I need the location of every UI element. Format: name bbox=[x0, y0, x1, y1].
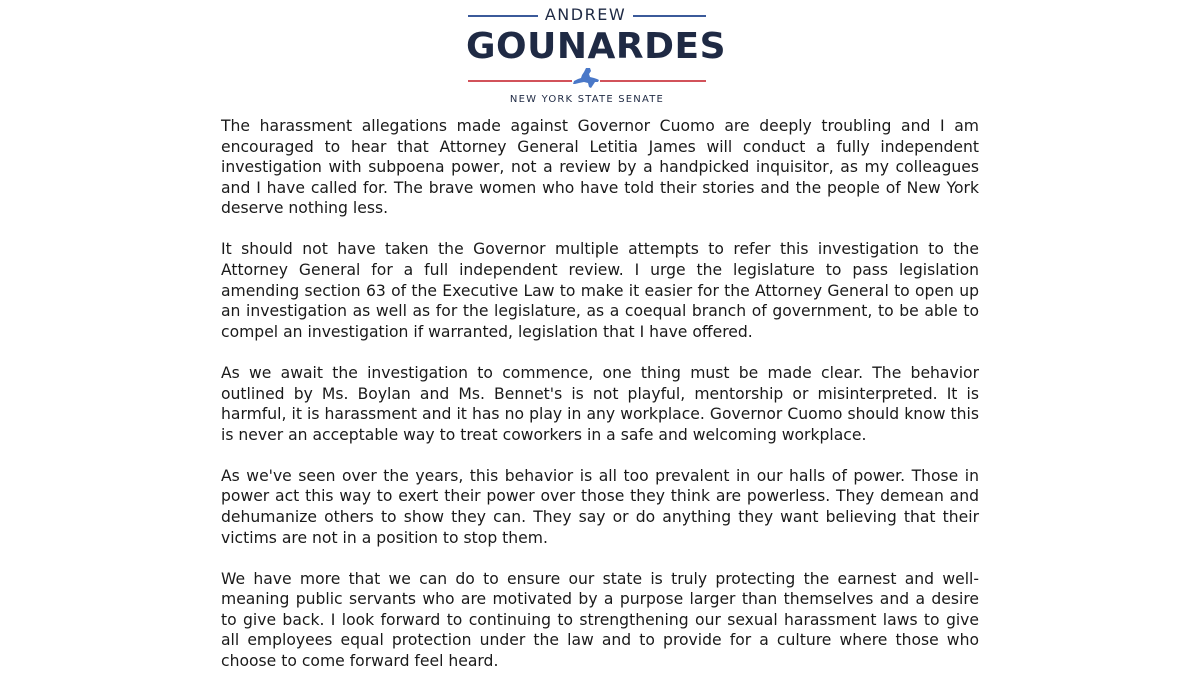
logo-bottom-rule-right bbox=[600, 80, 706, 82]
logo-first-name: ANDREW bbox=[544, 5, 627, 24]
statement-paragraph: As we await the investigation to commence, one thing must be made clear. The behavior outlined by Ms. Boylan and Ms. Bennet's is not playful, mentorship or misinterpreted. It is harmful, it is harassment and it has no play in any workplace. Governor Cuomo should know this is never an acceptable way to treat coworkers in a safe and welcoming workplace. bbox=[221, 363, 979, 444]
statement-paragraph: We have more that we can do to ensure our state is truly protecting the earnest and well-meaning public servants who are motivated by a purpose larger than themselves and a desire to give back. I look forward to continuing to strengthening our sexual harassment laws to give all employees equal protection under the law and to provide for a culture where those who choose to come forward feel heard. bbox=[221, 569, 979, 671]
logo-subtitle: NEW YORK STATE SENATE bbox=[509, 94, 665, 105]
logo-bottom-rule-left bbox=[468, 80, 572, 82]
statement-body bbox=[221, 116, 979, 672]
senator-logo bbox=[0, 0, 1200, 108]
statement-paragraph: It should not have taken the Governor multiple attempts to refer this investigation to the Attorney General for a full independent review. I urge the legislature to pass legislation amending section 63 of the Executive Law to make it easier for the Attorney General to open up an investigation as well as for the legislature, as a coequal branch of government, to be able to compel an investigation if warranted, legislation that I have offered. bbox=[221, 240, 979, 341]
new-york-state-icon bbox=[572, 67, 600, 89]
statement-paragraph: As we've seen over the years, this behavior is all too prevalent in our halls of power. Those in power act this way to exert their power over those they think are powerless. They demean and dehumanize others to show they can. They say or do anything they want believing that their victims are not in a position to stop them. bbox=[221, 466, 979, 547]
logo-last-name: GOUNARDES bbox=[466, 26, 726, 67]
statement-paragraph: The harassment allegations made against Governor Cuomo are deeply troubling and I am encouraged to hear that Attorney General Letitia James will conduct a fully independent investigation with subpoena power, not a review by a handpicked inquisitor, as my colleagues and I have called for. The brave women who have told their stories and the people of New York deserve nothing less. bbox=[221, 117, 979, 218]
logo-top-rule-left bbox=[468, 15, 538, 17]
logo-top-rule-right bbox=[633, 15, 706, 17]
